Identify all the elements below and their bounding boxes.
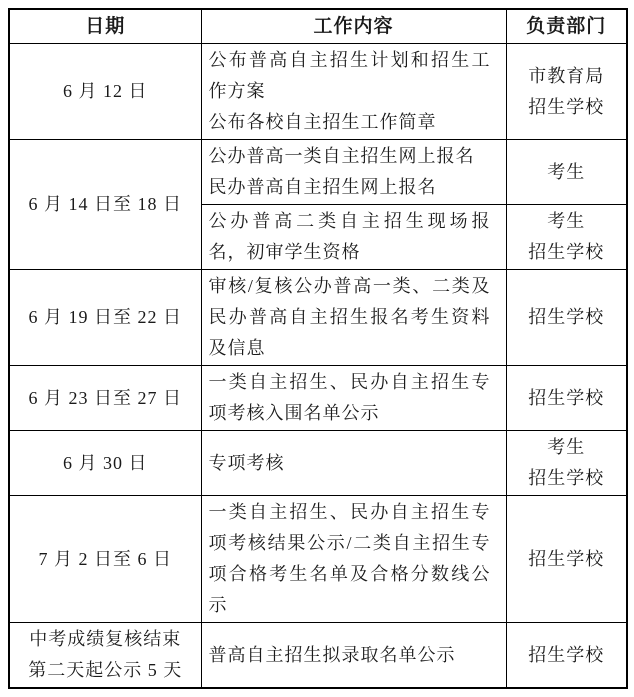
date-cell [9,431,201,496]
table-row [9,366,627,431]
department-text: 考生 [547,161,586,182]
content-cell [201,205,506,270]
department-cell [506,366,627,431]
table-row [9,623,627,689]
department-cell [506,44,627,140]
table-row [9,140,627,205]
header-cell-department: 负责部门 [506,9,627,44]
date-text: 第二天起公示 5 天 [28,660,183,680]
department-text: 招生学校 [528,548,605,569]
department-text: 考生 [547,437,586,457]
department-text: 考生 [547,211,586,231]
task-item: 审核/复核公办普高一类、二类及民办普高自主招生报名考生资料及信息 [208,276,491,358]
header-cell-date: 日期 [9,9,201,44]
task-item: 一类自主招生、民办自主招生专项考核结果公示/二类自主招生专项合格考生名单及合格分数线公示 [208,502,491,615]
department-text: 市教育局 [528,65,605,86]
content-cell [201,270,506,366]
date-text: 中考成绩复核结束 [29,629,182,649]
task-item: 民办普高自主招生网上报名 [208,177,437,197]
header-row [9,9,627,44]
department-text: 招生学校 [528,96,605,117]
date-text: 6 月 23 日至 27 日 [28,387,182,408]
task-item: 公办普高二类自主招生现场报名，初审学生资格 [208,211,491,262]
date-text: 6 月 19 日至 22 日 [28,307,182,327]
content-cell [201,496,506,623]
date-text: 7 月 2 日至 6 日 [38,548,172,569]
task-item: 专项考核 [208,452,285,473]
department-cell [506,623,627,689]
content-cell [201,366,506,431]
department-text: 招生学校 [528,468,605,488]
department-cell [506,496,627,623]
date-text: 6 月 12 日 [63,81,148,101]
admission-schedule-table [8,8,628,689]
content-cell [201,431,506,496]
task-item: 公布各校自主招生工作简章 [208,112,437,132]
date-text: 6 月 30 日 [63,452,148,473]
date-text: 6 月 14 日至 18 日 [28,194,182,214]
date-cell [9,366,201,431]
date-cell [9,270,201,366]
date-cell [9,140,201,270]
task-item: 公布普高自主招生计划和招生工作方案 [208,50,491,101]
header-cell-content: 工作内容 [201,9,506,44]
table-row [9,431,627,496]
department-text: 招生学校 [528,387,605,408]
table-row [9,44,627,140]
table-row [9,270,627,366]
content-cell [201,623,506,689]
content-cell [201,140,506,205]
department-cell [506,205,627,270]
task-item: 普高自主招生拟录取名单公示 [208,644,456,665]
content-cell [201,44,506,140]
department-cell [506,431,627,496]
department-cell [506,140,627,205]
department-cell [506,270,627,366]
task-item: 一类自主招生、民办自主招生专项考核入围名单公示 [208,372,491,423]
task-item: 公办普高一类自主招生网上报名 [208,146,475,166]
department-text: 招生学校 [528,307,605,327]
date-cell [9,496,201,623]
department-text: 招生学校 [528,242,605,262]
department-text: 招生学校 [528,644,605,665]
date-cell [9,623,201,689]
table-row [9,496,627,623]
date-cell [9,44,201,140]
